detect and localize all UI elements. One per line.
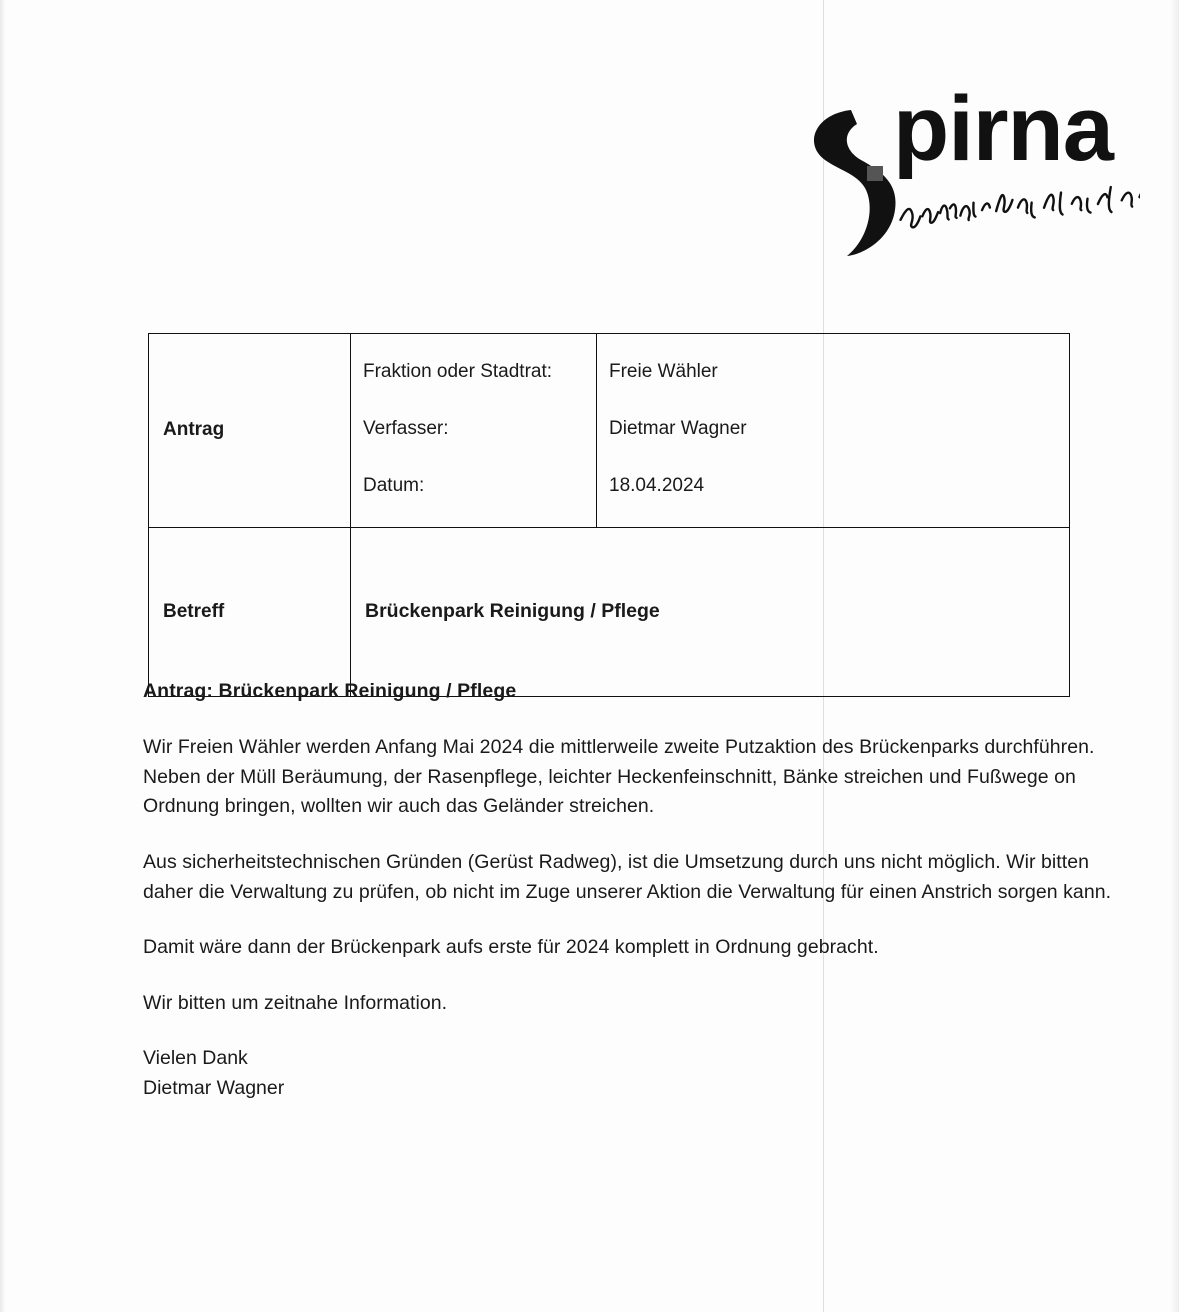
- field-key-fraktion: Fraktion oder Stadtrat:: [363, 361, 553, 383]
- body-paragraph-2: Aus sicherheitstechnischen Gründen (Gerüst Radweg), ist die Umsetzung durch uns nicht möglich. Wir bitten daher die Verwaltung zu prüfen, ob nicht im Zuge unserer Aktion die Verwaltung für einen Anstrich sorgen kann.: [143, 850, 1112, 903]
- svg-text:pirna: pirna: [893, 78, 1113, 180]
- field-values-cell: [597, 334, 1070, 528]
- table-row-betreff: [149, 528, 1070, 697]
- signature-name: Dietmar Wagner: [143, 1076, 285, 1099]
- field-value-fraktion: Freie Wähler: [609, 361, 718, 383]
- table-row-antrag: [149, 334, 1070, 528]
- field-key-verfasser: Verfasser:: [363, 418, 449, 440]
- page-edge-right: [1169, 0, 1179, 1312]
- body-paragraph-4: Wir bitten um zeitnahe Information.: [143, 991, 448, 1014]
- row-label-betreff: Betreff: [149, 528, 351, 697]
- field-key-datum: Datum:: [363, 475, 425, 497]
- row-label-antrag: Antrag: [149, 334, 351, 528]
- page-edge-left: [0, 0, 6, 1312]
- body-paragraph-3: Damit wäre dann der Brückenpark aufs erste für 2024 komplett in Ordnung gebracht.: [143, 936, 879, 959]
- body-title: Antrag: Brückenpark Reinigung / Pflege: [143, 680, 517, 702]
- pirna-logo: [795, 78, 1140, 278]
- closing-line: Vielen Dank: [143, 1047, 248, 1070]
- betreff-value: Brückenpark Reinigung / Pflege: [351, 528, 1070, 697]
- field-value-verfasser: Dietmar Wagner: [609, 418, 747, 440]
- field-value-datum: 18.04.2024: [609, 475, 705, 497]
- document-body: [143, 680, 1123, 1103]
- field-keys-cell: [351, 334, 597, 528]
- signature-block: [143, 1044, 1123, 1103]
- antrag-header-table: [148, 333, 1070, 697]
- body-paragraph-1: Wir Freien Wähler werden Anfang Mai 2024 die mittlerweile zweite Putzaktion des Brückenparks durchführen. Neben der Müll Beräumung, der Rasenpflege, leichter Heckenfeinschnitt, Bänke streichen und Fußwege on Ordnung bringen, wollten wir auch das Geländer streichen.: [143, 736, 1095, 818]
